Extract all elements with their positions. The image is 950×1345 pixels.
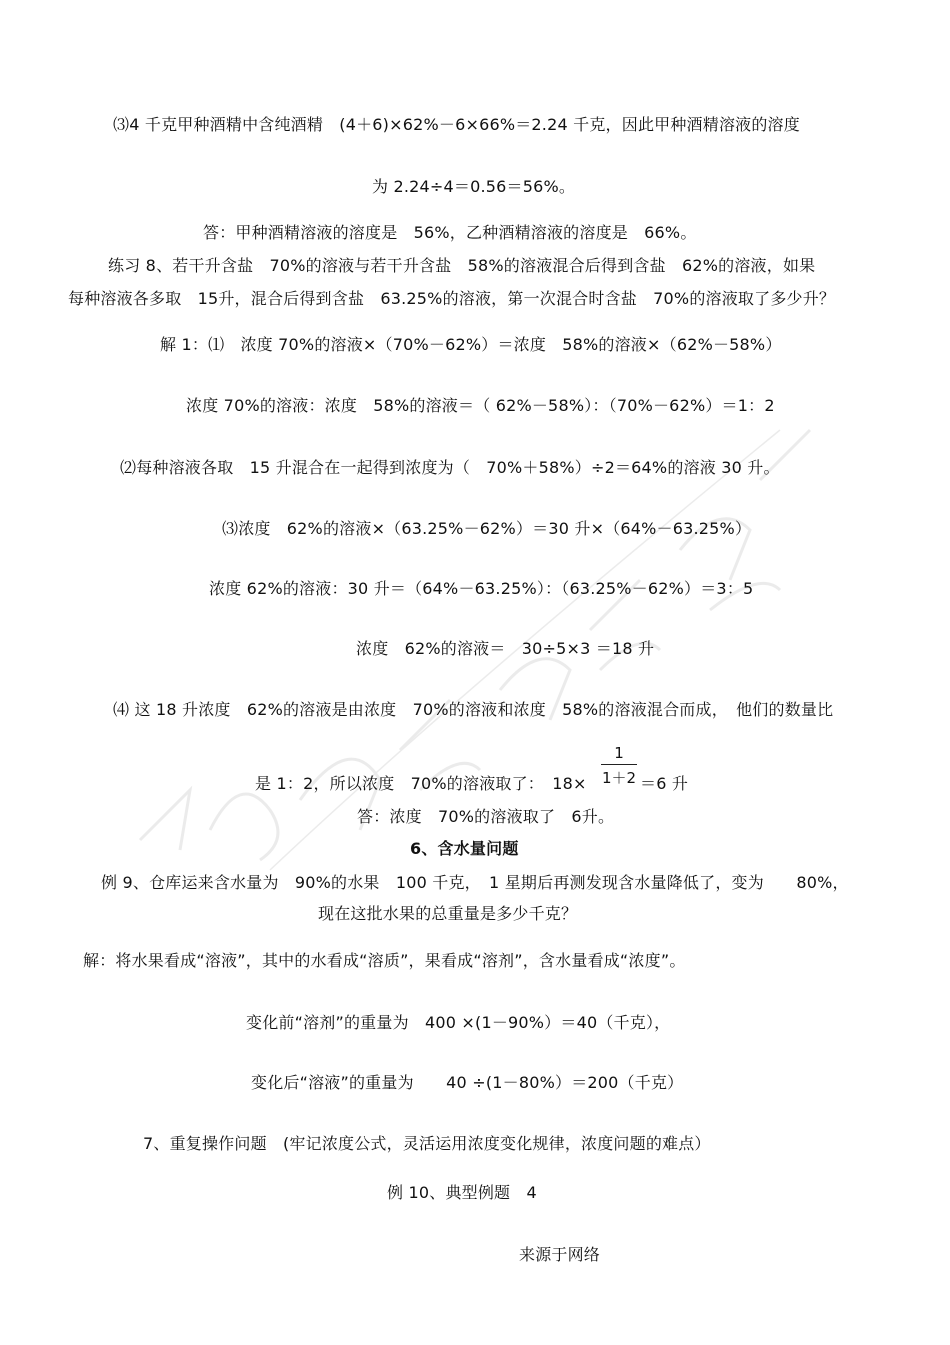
text-line: 例 9、仓库运来含水量为 90%的水果 100 千克， 1 星期后再测发现含水量降低了，变为 80%， — [101, 873, 849, 892]
text-line: 答：甲种酒精溶液的溶度是 56%，乙种酒精溶液的溶度是 66%。 — [203, 223, 697, 242]
text-line: 练习 8、若干升含盐 70%的溶液与若干升含盐 58%的溶液混合后得到含盐 62%的溶液，如果 — [108, 256, 816, 275]
text-line: ⑵每种溶液各取 15 升混合在一起得到浓度为（ 70%＋58%）÷2＝64%的溶液 30 升。 — [120, 458, 780, 477]
text-line: 为 2.24÷4＝0.56＝56%。 — [372, 177, 576, 196]
fraction-numerator: 1 — [614, 744, 624, 762]
text-line: 现在这批水果的总重量是多少千克？ — [318, 904, 578, 923]
footer-source: 来源于网络 — [519, 1245, 601, 1264]
section-heading: 6、含水量问题 — [410, 839, 519, 858]
text-line: ＝6 升 — [640, 774, 689, 793]
text-line: 例 10、典型例题 4 — [387, 1183, 537, 1202]
fraction-bar — [601, 764, 637, 765]
text-line: 浓度 70%的溶液：浓度 58%的溶液＝（ 62%－58%）：（70%－62%）＝1：2 — [186, 396, 775, 415]
section-heading: 7、重复操作问题 (牢记浓度公式，灵活运用浓度变化规律，浓度问题的难点） — [143, 1134, 711, 1153]
text-line: 解 1：⑴ 浓度 70%的溶液×（70%－62%）＝浓度 58%的溶液×（62%－58%） — [160, 335, 782, 354]
text-line: ⑷ 这 18 升浓度 62%的溶液是由浓度 70%的溶液和浓度 58%的溶液混合而成， 他们的数量比 — [113, 700, 834, 719]
text-line: 每种溶液各多取 15升，混合后得到含盐 63.25%的溶液，第一次混合时含盐 70%的溶液取了多少升？ — [68, 289, 836, 308]
text-line: 浓度 62%的溶液：30 升＝（64%－63.25%）：（63.25%－62%）＝3：5 — [209, 579, 754, 598]
fraction — [601, 744, 637, 788]
text-line: ⑶浓度 62%的溶液×（63.25%－62%）＝30 升×（64%－63.25%） — [222, 519, 752, 538]
text-line: 浓度 62%的溶液＝ 30÷5×3 ＝18 升 — [356, 639, 655, 658]
text-line: 变化前“溶剂”的重量为 400 ×(1－90%）＝40（千克）， — [246, 1013, 671, 1032]
text-line: ⑶4 千克甲种酒精中含纯酒精 (4＋6)×62%－6×66%＝2.24 千克，因此甲种酒精溶液的溶度 — [113, 115, 800, 134]
text-line: 变化后“溶液”的重量为 40 ÷(1－80%）＝200（千克） — [251, 1073, 684, 1092]
text-line: 答：浓度 70%的溶液取了 6升。 — [357, 807, 615, 826]
text-line: 是 1：2，所以浓度 70%的溶液取了： 18× — [255, 774, 587, 793]
fraction-denominator: 1＋2 — [601, 769, 637, 787]
text-line: 解：将水果看成“溶液”，其中的水看成“溶质”，果看成“溶剂”，含水量看成“浓度”。 — [83, 951, 686, 970]
